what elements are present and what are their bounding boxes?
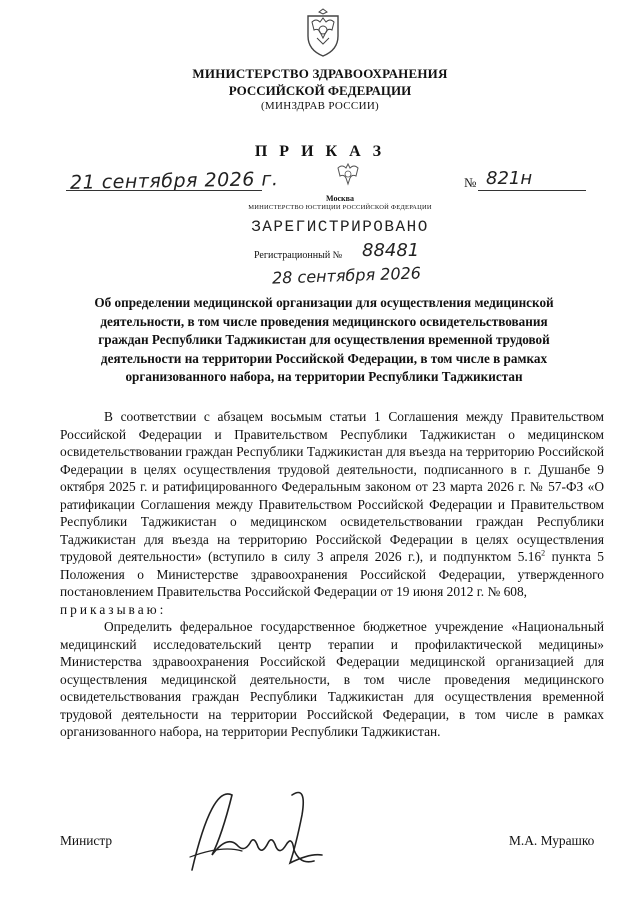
document-type: П Р И К А З [254,143,386,160]
basis-superscript: 2 [541,548,546,558]
stamp-reg-date: 28 сентября 2026 [271,263,422,288]
ministry-short-name: (МИНЗДРАВ РОССИИ) [260,100,380,112]
order-date: 21 сентября 2026 г. [69,168,279,194]
order-body [60,408,604,741]
stamp-organization: МИНИСТЕРСТВО ЮСТИЦИИ РОССИЙСКОЙ ФЕДЕРАЦИИ [248,204,432,211]
date-underline [66,190,262,191]
coat-of-arms-icon [302,8,344,58]
paragraph-basis [60,408,604,618]
number-underline [478,190,586,191]
stamp-city: Москва [326,194,354,203]
order-number: 821н [486,168,533,189]
order-title: Об определении медицинской организации для осуществления медицинской деятельности, в том числе проведения медицинского освидетельствования граждан Республики Таджикистан для осуществления временной трудовой деятельности на территории Российской Федерации, в том числе в рамках организованного набора, на территории Республики Таджикистан [94,295,554,384]
basis-tail: пункта 5 Положения о Министерстве здравоохранения Российской Федерации, утвержденного постановлением Правительства Российской Федерации от 19 июня 2012 г. № 608, [60,549,604,599]
stamp-status: ЗАРЕГИСТРИРОВАНО [251,218,429,236]
order-word: приказываю: [60,601,167,617]
signer-name: М.А. Мурашко [509,833,595,848]
ministry-name-line2: РОССИЙСКОЙ ФЕДЕРАЦИИ [228,83,412,98]
basis-text: В соответствии с абзацем восьмым статьи 1 Соглашения между Правительством Российской Федерации и Правительством Республики Таджикистан о медицинском освидетельствовании граждан Республики Таджикистан для въезда на территорию Российской Федерации в целях осуществления трудовой деятельности, подписанного в г. Душанбе 9 октября 2025 г. и ратифицированного Федеральным законом от 23 марта 2026 г. № 57-ФЗ «О ратификации Соглашения между Правительством Российской Федерации и Правительством Республики Таджикистан о медицинском освидетельствовании граждан Республики Таджикистан для въезда на территорию Российской Федерации в целях осуществления трудовой деятельности» (вступило в силу 3 апреля 2026 г.), и подпунктом 5.16 [60,409,604,564]
handwritten-signature [182,775,332,885]
eagle-seal-icon [334,160,362,190]
ministry-name-line1: МИНИСТЕРСТВО ЗДРАВООХРАНЕНИЯ [192,66,448,81]
stamp-reg-number: 88481 [362,240,420,261]
registration-stamp [240,160,440,295]
stamp-reg-label: Регистрационный № [254,250,343,261]
order-number-label: № [464,175,477,190]
paragraph-decision: Определить федеральное государственное бюджетное учреждение «Национальный медицинский исследовательский центр терапии и профилактической медицины» Министерства здравоохранения Российской Федерации медицинской организацией для осуществления медицинской деятельности, в том числе проведения медицинского освидетельствования граждан Республики Таджикистан для осуществления временной трудовой деятельности на территории Российской Федерации, в том числе в рамках организованного набора, на территории Республики Таджикистан. [60,619,604,739]
signer-position: Министр [60,833,113,848]
